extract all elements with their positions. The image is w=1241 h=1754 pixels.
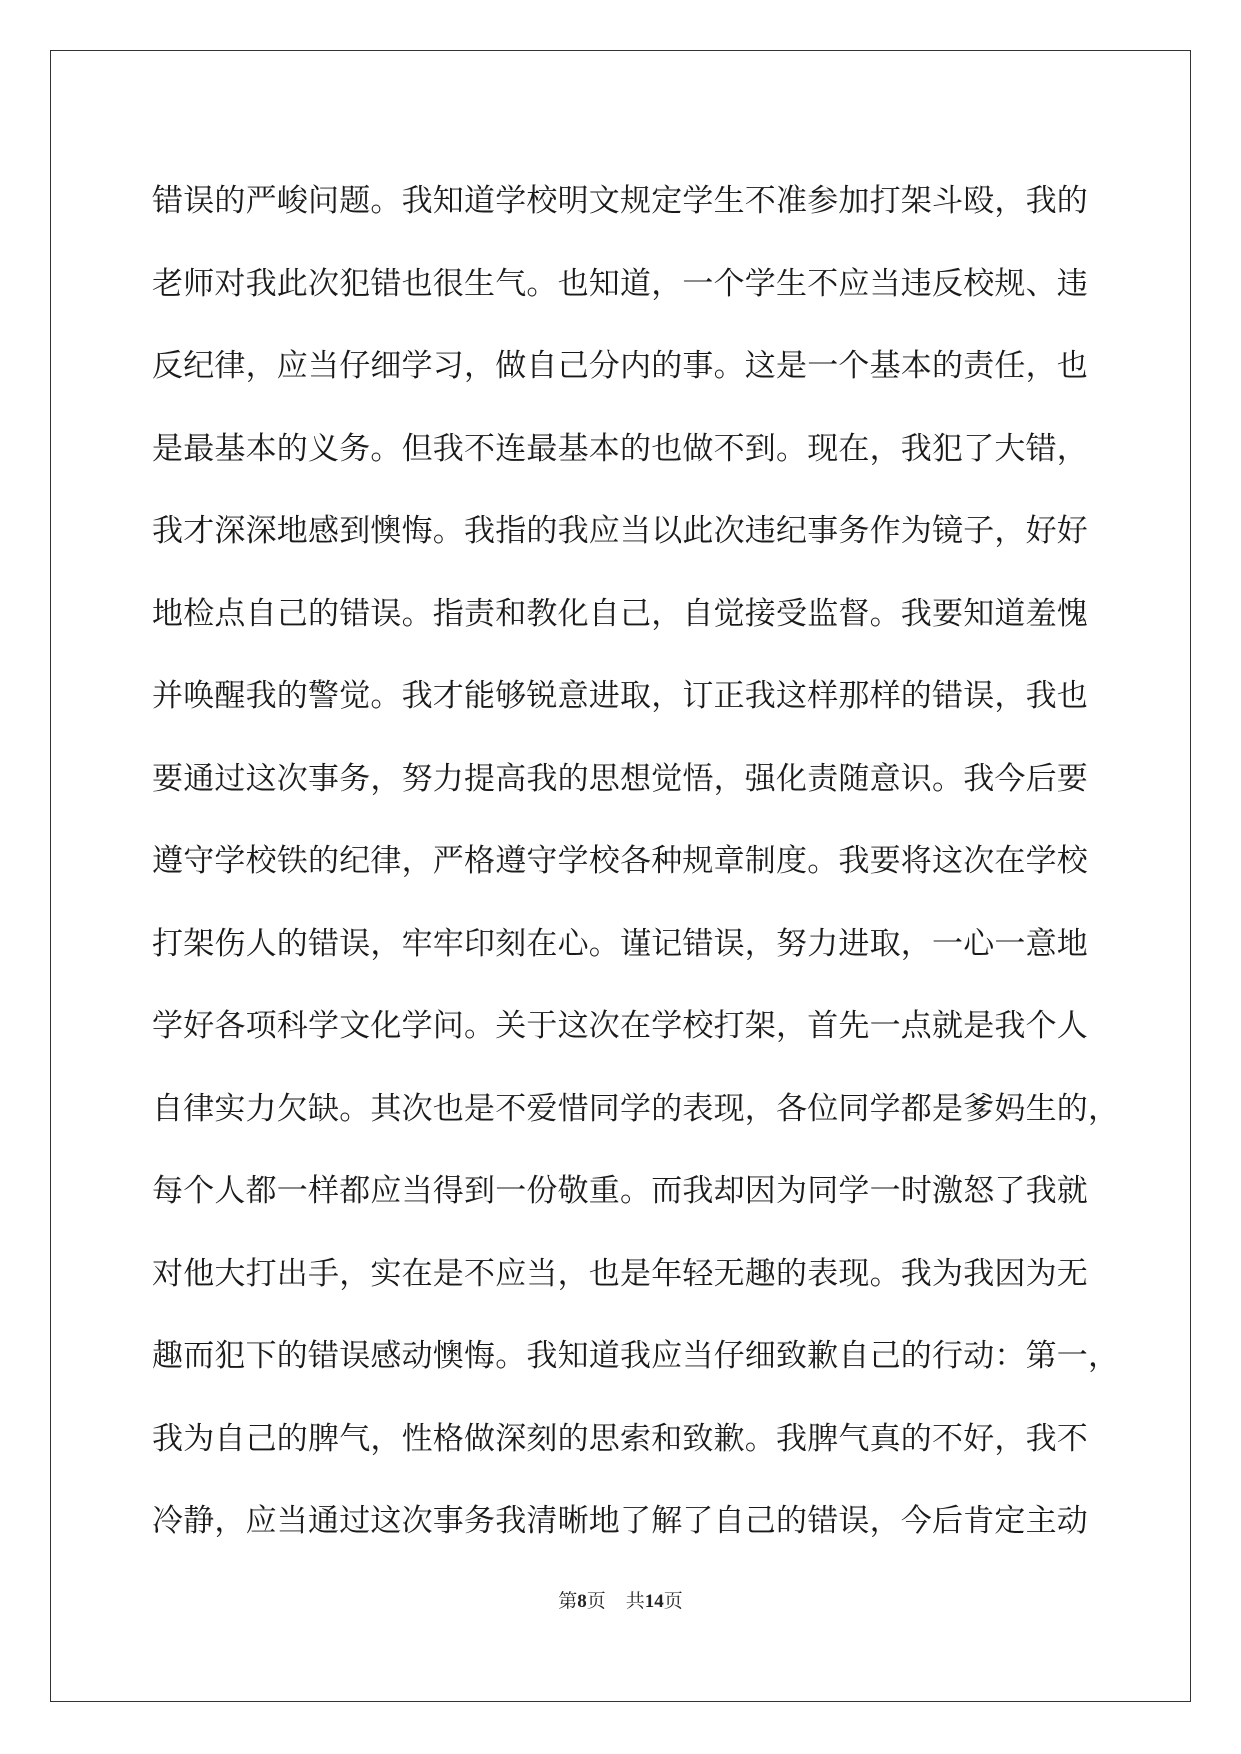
text-line-11: 学好各项科学文化学问。关于这次在学校打架，首先一点就是我个人 [152, 1008, 1088, 1044]
page-prefix: 第 [558, 1591, 578, 1612]
text-line-4: 是最基本的义务。但我不连最基本的也做不到。现在，我犯了大错， [152, 430, 1088, 467]
text-line-3: 反纪律，应当仔细学习，做自己分内的事。这是一个基本的责任，也 [152, 348, 1088, 384]
page-current-number: 8 [577, 1591, 587, 1612]
text-line-5: 我才深深地感到懊悔。我指的我应当以此次违纪事务作为镜子，好好 [152, 513, 1088, 549]
total-prefix: 共 [625, 1591, 645, 1612]
document-body [152, 160, 1120, 1563]
text-line-13: 每个人都一样都应当得到一份敬重。而我却因为同学一时激怒了我就 [152, 1173, 1088, 1209]
text-line-8: 要通过这次事务，努力提高我的思想觉悟，强化责随意识。我今后要 [152, 760, 1088, 797]
text-line-15: 趣而犯下的错误感动懊悔。我知道我应当仔细致歉自己的行动：第一， [152, 1338, 1120, 1374]
text-line-12: 自律实力欠缺。其次也是不爱惜同学的表现，各位同学都是爹妈生的， [152, 1090, 1120, 1127]
text-line-10: 打架伤人的错误，牢牢印刻在心。谨记错误，努力进取，一心一意地 [152, 925, 1088, 962]
text-line-16: 我为自己的脾气，性格做深刻的思索和致歉。我脾气真的不好，我不 [152, 1420, 1088, 1457]
text-line-1: 错误的严峻问题。我知道学校明文规定学生不准参加打架斗殴，我的 [152, 183, 1088, 219]
page-footer [0, 1586, 1241, 1613]
page-total-number: 14 [644, 1591, 664, 1612]
text-line-2: 老师对我此次犯错也很生气。也知道，一个学生不应当违反校规、违 [152, 265, 1088, 302]
total-suffix: 页 [663, 1591, 683, 1612]
text-line-6: 地检点自己的错误。指责和教化自己，自觉接受监督。我要知道羞愧 [152, 595, 1088, 632]
page-suffix: 页 [586, 1591, 606, 1612]
text-line-7: 并唤醒我的警觉。我才能够锐意进取，订正我这样那样的错误，我也 [152, 678, 1088, 714]
text-line-9: 遵守学校铁的纪律，严格遵守学校各种规章制度。我要将这次在学校 [152, 843, 1088, 879]
text-line-17: 冷静，应当通过这次事务我清晰地了解了自己的错误，今后肯定主动 [152, 1503, 1088, 1539]
text-line-14: 对他大打出手，实在是不应当，也是年轻无趣的表现。我为我因为无 [152, 1255, 1088, 1292]
